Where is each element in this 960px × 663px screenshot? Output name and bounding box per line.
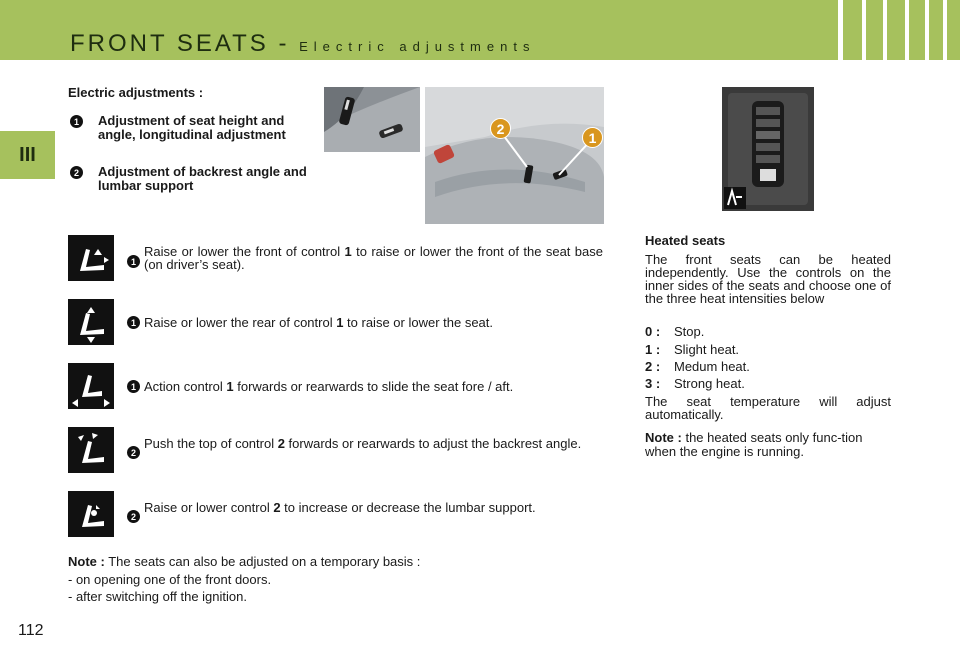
marker-1-icon: 1 [127,255,140,268]
marker-2-icon: 2 [127,510,140,523]
note-bullet: - after switching off the ignition. [68,589,247,604]
note [68,554,420,569]
banner-stripe [883,0,887,60]
seat-height-icon [68,299,114,345]
page-title-main: FRONT SEATS - [70,30,300,57]
instruction-text: to raise or lower the front of the seat base (on driver’s seat). [144,244,603,272]
chapter-tab [0,131,55,179]
intro-item-1: Adjustment of seat height and angle, longitudinal adjustment [98,113,286,142]
note-text: the heated seats only func-tion when the engine is running. [645,430,863,459]
seat-slide-icon [68,363,114,409]
instruction-3 [144,380,603,393]
banner-stripe [838,0,843,60]
heated-seats-auto: The seat temperature will adjust automatically. [645,394,891,422]
instruction-4 [144,437,603,450]
heated-seats-body: The front seats can be heated independently. Use the controls on the inner sides of the seats and choose one of the three heat intensities below [645,252,891,306]
marker-2-icon: 2 [70,166,83,179]
heat-level-0 [645,325,704,339]
instruction-text: Raise or lower control [144,500,274,515]
header-banner [0,0,960,60]
instruction-2 [144,316,603,329]
control-number: 1 [226,379,234,394]
banner-stripe [943,0,947,60]
heat-level-value: Slight heat. [674,342,740,357]
heated-seat-switch-photo [722,87,814,211]
heat-level-key: 0 : [645,324,661,339]
lumbar-support-icon [68,491,114,537]
seat-front-tilt-icon [68,235,114,281]
instruction-text: Raise or lower the front of control [144,244,345,259]
heat-level-value: Medum heat. [674,359,750,374]
banner-stripe [925,0,929,60]
marker-1-icon: 1 [70,115,83,128]
chapter-number: III [19,143,36,166]
seat-side-photo [425,87,604,224]
heat-level-value: Strong heat. [674,376,745,391]
instruction-text: forwards or rearwards to slide the seat fore / aft. [233,379,514,394]
heat-level-2 [645,360,750,374]
instruction-5 [144,501,603,514]
control-number: 2 [277,436,285,451]
heated-seats-note [645,431,895,459]
heated-seats-title: Heated seats [645,233,726,248]
control-number: 1 [344,244,352,259]
heat-level-key: 1 : [645,342,661,357]
instruction-text: forwards or rearwards to adjust the backrest angle. [284,436,582,451]
note-label: Note : [68,554,105,569]
callout-2-icon: 2 [490,118,511,139]
seat-controls-photo [324,87,420,152]
backrest-angle-icon [68,427,114,473]
note-label: Note : [645,430,682,445]
banner-stripe [862,0,866,60]
heat-level-3 [645,377,745,391]
marker-2-icon: 2 [127,446,140,459]
note-text: The seats can also be adjusted on a temporary basis : [104,554,421,569]
instruction-text: Action control [144,379,227,394]
instruction-text: to raise or lower the seat. [343,315,494,330]
intro-heading: Electric adjustments : [68,85,204,100]
heat-level-value: Stop. [674,324,705,339]
heat-level-key: 3 : [645,376,661,391]
page-title-sub: Electric adjustments [299,39,536,54]
callout-1-icon: 1 [582,127,603,148]
instruction-text: Push the top of control [144,436,278,451]
marker-1-icon: 1 [127,380,140,393]
page-title [70,30,535,58]
heat-level-key: 2 : [645,359,661,374]
instruction-1 [144,245,603,271]
instruction-text: to increase or decrease the lumbar support. [280,500,536,515]
banner-stripe [905,0,909,60]
marker-1-icon: 1 [127,316,140,329]
control-number: 1 [336,315,344,330]
control-number: 2 [273,500,281,515]
instruction-text: Raise or lower the rear of control [144,315,337,330]
intro-item-2: Adjustment of backrest angle and lumbar support [98,164,307,193]
page-number: 112 [18,622,44,639]
note-bullet: - on opening one of the front doors. [68,572,272,587]
heat-level-1 [645,343,739,357]
